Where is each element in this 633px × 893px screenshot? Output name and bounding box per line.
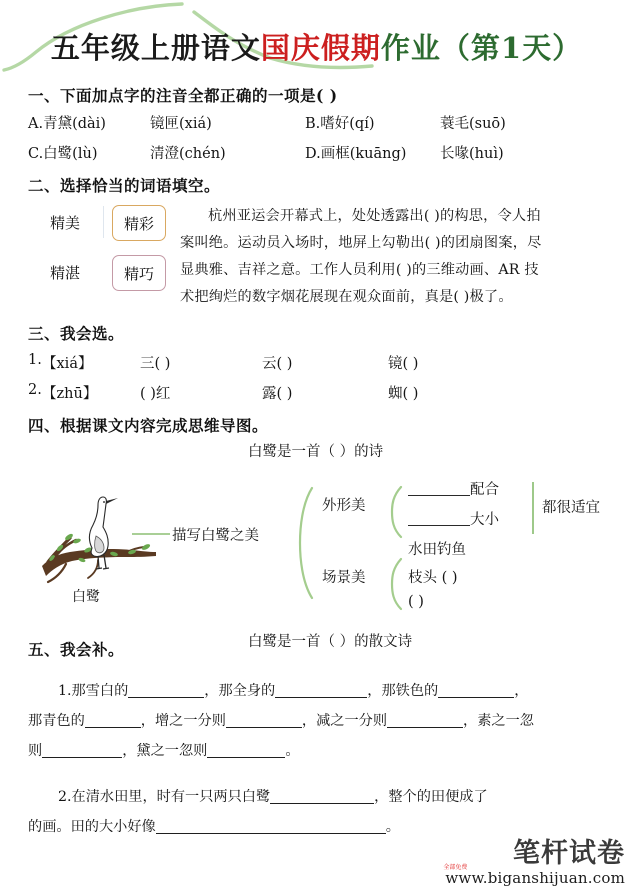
- mindmap-top-node[interactable]: 白鹭是一首（ ）的诗: [248, 444, 384, 460]
- mindmap-branch1-item2[interactable]: [408, 508, 499, 529]
- q1-blank-3[interactable]: [438, 682, 514, 698]
- section1-option-c2: 清澄(chén): [150, 146, 226, 162]
- q1-blank-1[interactable]: [128, 682, 204, 698]
- q2-l2-seg-b: 。: [385, 819, 400, 835]
- q1-l3-seg-a: 则: [28, 743, 43, 759]
- section5-heading: 五、我会补。: [28, 640, 125, 659]
- q1-l2-seg-b: ，增之一分则: [140, 713, 226, 729]
- section3-item2-pinyin: 【zhū】: [42, 386, 98, 402]
- section3-item1-blank1[interactable]: 三( ): [140, 356, 171, 372]
- q1-blank-8[interactable]: [207, 742, 285, 758]
- section4-heading: 四、根据课文内容完成思维导图。: [28, 416, 269, 435]
- title-part-holiday: 国庆假期: [260, 31, 381, 65]
- mindmap-brace-branch2: [388, 556, 406, 612]
- q1-seg-a: 1.那雪白的: [58, 683, 129, 699]
- mindmap-note-divider: [532, 482, 534, 534]
- section3-item2-blank3[interactable]: 蜘( ): [388, 386, 419, 402]
- section3-item1-pinyin: 【xiá】: [42, 356, 93, 372]
- egret-label: 白鹭: [72, 589, 100, 605]
- section3-item1-blank3[interactable]: 镜( ): [388, 356, 419, 372]
- q2-blank-1[interactable]: [270, 788, 374, 804]
- q1-l3-seg-c: 。: [285, 743, 300, 759]
- watermark-url: www.biganshijuan.com: [445, 869, 625, 887]
- page-title: [0, 26, 633, 67]
- section1-option-c: C.白鹭(lù): [28, 146, 98, 162]
- mindmap-brace-main: [296, 484, 318, 602]
- mindmap-branch2-item3[interactable]: ( ): [408, 594, 424, 610]
- section3-item2-blank2[interactable]: 露( ): [262, 386, 293, 402]
- q2-seg-a: 2.在清水田里，时有一只两只白鹭: [58, 789, 271, 805]
- section1-option-b2: 蓑毛(suō): [440, 116, 506, 132]
- section3-heading: 三、我会选。: [28, 324, 125, 343]
- watermark: [445, 840, 625, 887]
- section2-paragraph-line1: 杭州亚运会开幕式上，处处透露出( )的构思，令人拍: [208, 208, 541, 224]
- watermark-brand: 笔杆试卷: [513, 838, 625, 869]
- section5-question2: [28, 782, 608, 842]
- mindmap-branch2-item1: 水田钓鱼: [408, 542, 466, 558]
- q1-seg-d: ，: [514, 683, 529, 699]
- q1-blank-4[interactable]: [85, 712, 141, 728]
- q1-l2-seg-a: 那青色的: [28, 713, 85, 729]
- section3-item2-blank1[interactable]: ( )红: [140, 386, 171, 402]
- mindmap-branch1-blank2[interactable]: [408, 511, 470, 526]
- section1-option-b: B.嗜好(qí): [305, 116, 375, 132]
- egret-illustration: [36, 492, 166, 584]
- mindmap-branch1-label: 外形美: [322, 498, 366, 514]
- section3-item1-blank2[interactable]: 云( ): [262, 356, 293, 372]
- word-choice-jingqiao[interactable]: 精巧: [112, 255, 166, 291]
- mindmap-connector-left: [132, 533, 170, 535]
- mindmap-branch1-item1[interactable]: [408, 478, 499, 499]
- section3-item1-num: 1.: [28, 352, 42, 368]
- mindmap-branch1-blank1[interactable]: [408, 481, 470, 496]
- mindmap-branch1-item2-label: 大小: [470, 512, 499, 528]
- section2-paragraph: [180, 203, 625, 311]
- section3-item2-num: 2.: [28, 382, 42, 398]
- word-choice-jingcai[interactable]: 精彩: [112, 205, 166, 241]
- q2-seg-b: ，整个的田便成了: [374, 789, 488, 805]
- q1-blank-2[interactable]: [275, 682, 367, 698]
- section5-question1: [28, 676, 608, 766]
- q1-l3-seg-b: ，黛之一忽则: [122, 743, 208, 759]
- section1-option-a: A.青黛(dài): [28, 116, 106, 132]
- q1-l2-seg-c: ，减之一分则: [301, 713, 388, 729]
- mindmap-brace-branch1: [388, 484, 406, 540]
- egret-eye: [103, 501, 105, 503]
- mindmap-bottom-node[interactable]: 白鹭是一首（ ）的散文诗: [248, 634, 413, 650]
- q1-l2-seg-d: ，素之一忽: [463, 713, 534, 729]
- mindmap-branch2-item2[interactable]: 枝头 ( ): [408, 570, 458, 586]
- watermark-badge: 全部免费: [443, 864, 468, 871]
- section2-paragraph-line2: 案叫绝。运动员入场时，地屏上勾勒出( )的团扇图案，尽: [180, 235, 542, 251]
- title-part-assignment: 作业（第1天）: [380, 31, 583, 65]
- word-choice-jingzhan[interactable]: 精湛: [50, 264, 81, 282]
- word-choice-jingmei[interactable]: 精美: [50, 214, 81, 232]
- egret-beak: [106, 498, 118, 504]
- section1-option-d2: 长喙(huì): [440, 146, 504, 162]
- q2-l2-seg-a: 的画。田的大小好像: [28, 819, 156, 835]
- section2-paragraph-line3: 显典雅、吉祥之意。工作人员利用( )的三维动画、AR 技: [180, 262, 539, 278]
- mindmap-main-branch: 描写白鹭之美: [172, 528, 259, 544]
- mindmap-branch1-note: 都很适宜: [542, 500, 600, 516]
- q1-seg-b: ，那全身的: [204, 683, 276, 699]
- section1-heading: 一、下面加点字的注音全都正确的一项是( ): [28, 86, 338, 105]
- egret-bird: [89, 497, 108, 557]
- section1-option-d: D.画框(kuāng): [305, 146, 407, 162]
- section2-heading: 二、选择恰当的词语填空。: [28, 176, 221, 195]
- q1-blank-7[interactable]: [42, 742, 122, 758]
- mindmap-branch1-item1-label: 配合: [470, 482, 499, 498]
- section2-paragraph-line4: 术把绚烂的数字烟花展现在观众面前，真是( )极了。: [180, 289, 513, 305]
- q1-blank-5[interactable]: [226, 712, 302, 728]
- word-group-divider: [103, 206, 104, 238]
- section1-option-a2: 镜匣(xiá): [150, 116, 212, 132]
- q1-blank-6[interactable]: [387, 712, 463, 728]
- mindmap-branch2-label: 场景美: [322, 570, 366, 586]
- title-part-grade: 五年级上册语文: [50, 31, 261, 65]
- q1-seg-c: ，那铁色的: [367, 683, 439, 699]
- q2-blank-2[interactable]: [156, 818, 386, 834]
